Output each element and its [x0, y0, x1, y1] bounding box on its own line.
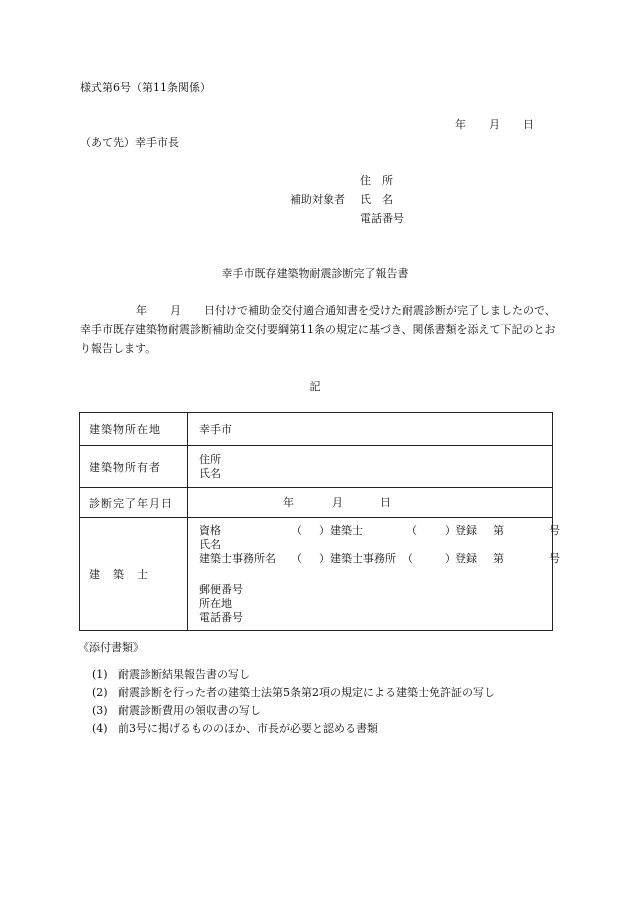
location-value: 幸手市 — [188, 413, 553, 446]
attachment-text-2: 耐震診断を行った者の建築士法第5条第2項の規定による建築士免許証の写し — [118, 686, 495, 699]
architect-name: 氏名 — [199, 537, 221, 551]
table-row-owner — [80, 446, 553, 488]
attachment-text-3: 耐震診断費用の領収書の写し — [118, 704, 261, 717]
attachment-num-1: (1) — [92, 668, 108, 681]
office-reg-paren-open: （ — [402, 551, 413, 565]
architect-value — [188, 518, 560, 631]
registration-paren-open: （ — [406, 523, 417, 537]
owner-label: 建築物所有者 — [80, 446, 188, 488]
body-text: 日付けで補助金交付適合通知書を受けた耐震診断が完了しましたので、幸手市既存建築物耐震診断補助金交付要綱第11条の規定に基づき、関係書類を添えて下記のとおり報告します。 — [80, 304, 556, 355]
attachment-text-1: 耐震診断結果報告書の写し — [118, 668, 250, 681]
diagnosis-day: 日 — [380, 495, 391, 509]
registration-paren-close: ） — [445, 523, 456, 537]
owner-name: 氏名 — [199, 466, 221, 480]
diagnosis-date-value — [188, 488, 553, 518]
attachment-num-4: (4) — [92, 722, 108, 735]
attachment-num-2: (2) — [92, 686, 108, 699]
office-address: 所在地 — [199, 596, 232, 610]
office-line — [199, 551, 560, 566]
office-label: 建築士事務所 — [330, 551, 396, 565]
owner-address: 住所 — [199, 452, 221, 466]
body-month: 月 — [170, 304, 181, 317]
applicant-phone-label: 電話番号 — [360, 212, 404, 225]
applicant-label: 補助対象者 — [290, 193, 345, 206]
postal-code: 郵便番号 — [199, 582, 243, 596]
date-day-label: 日 — [523, 118, 534, 131]
form-number: 様式第6号（第11条関係） — [80, 81, 211, 94]
diagnosis-date-label: 診断完了年月日 — [80, 488, 188, 518]
date-month-label: 月 — [489, 118, 500, 131]
office-paren-close: ） — [319, 551, 330, 565]
office-paren-open: （ — [291, 551, 302, 565]
document-title: 幸手市既存建築物耐震診断完了報告書 — [221, 267, 409, 280]
architect-label: 建 築 士 — [80, 518, 188, 631]
report-table — [79, 412, 560, 631]
table-row-architect — [80, 518, 553, 631]
qualification-label: 資格 — [199, 523, 221, 537]
diagnosis-month: 月 — [332, 495, 343, 509]
qualification-line — [199, 523, 560, 538]
attachments-heading: 《添付書類》 — [78, 641, 144, 654]
applicant-name-label: 氏 名 — [360, 193, 393, 206]
ki-label: 記 — [309, 380, 321, 393]
body-year: 年 — [136, 304, 147, 317]
addressee: （あて先）幸手市長 — [80, 136, 179, 149]
location-label: 建築物所在地 — [80, 413, 188, 446]
office-phone: 電話番号 — [199, 610, 243, 624]
table-row-location — [80, 413, 553, 446]
body-paragraph — [80, 301, 558, 358]
table-row-date — [80, 488, 553, 518]
diagnosis-year: 年 — [283, 495, 294, 509]
office-registration-label: 登録 — [455, 551, 477, 565]
applicant-address-label: 住 所 — [360, 174, 393, 187]
owner-value — [188, 446, 553, 488]
qualification-kenchikushi: 建築士 — [330, 523, 363, 537]
attachment-text-4: 前3号に掲げるもののほか、市長が必要と認める書類 — [118, 722, 378, 735]
registration-go: 号 — [549, 523, 560, 537]
registration-label: 登録 — [455, 523, 477, 537]
attachment-num-3: (3) — [92, 704, 108, 717]
office-reg-paren-close: ） — [445, 551, 456, 565]
qualification-paren-open: （ — [291, 523, 302, 537]
office-registration-go: 号 — [549, 551, 560, 565]
office-registration-dai: 第 — [493, 551, 504, 565]
date-year-label: 年 — [455, 118, 466, 131]
registration-dai: 第 — [493, 523, 504, 537]
qualification-paren-close: ） — [319, 523, 330, 537]
office-name-label: 建築士事務所名 — [199, 551, 276, 565]
